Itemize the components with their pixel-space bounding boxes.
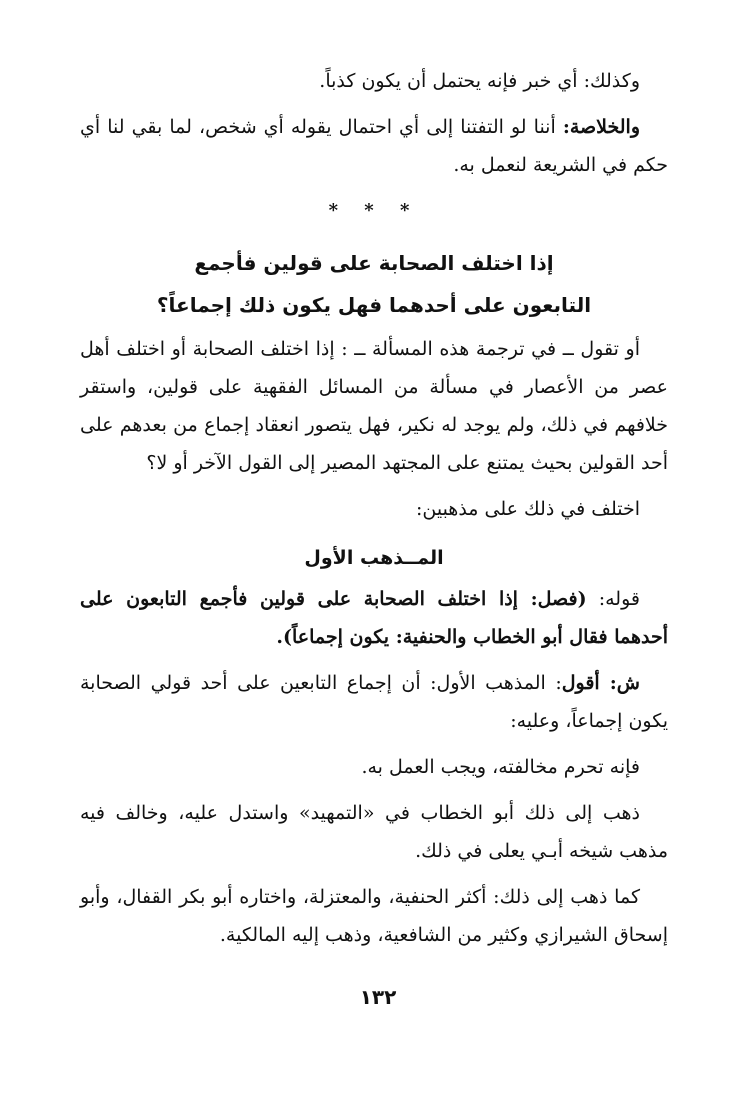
paragraph-kadhalik — [80, 62, 668, 100]
sharh-text: : المذهب الأول: أن إجماع التابعين على أحد قولي الصحابة يكون إجماعاً، وعليه: — [80, 672, 668, 732]
chapter-heading-line-1: إذا اختلف الصحابة على قولين فأجمع — [194, 251, 554, 275]
paragraph-text: وكذلك: أي خبر فإنه يحتمل أن يكون كذباً. — [319, 70, 640, 92]
sharh-prefix: ش: — [599, 672, 640, 694]
paragraph-text: أننا لو التفتنا إلى أي احتمال يقوله أي شخص، لما بقي لنا أي حكم في الشريعة لنعمل به. — [80, 116, 668, 176]
chapter-heading — [80, 242, 668, 326]
paragraph-intro: أو تقول ــ في ترجمة هذه المسألة ــ : إذا اختلف الصحابة أو اختلف أهل عصر من الأعصار في مسألة من المسائل الفقهية على قولين، واستقر خلافهم في ذلك، ولم يوجد له نكير، فهل يتصور انعقاد إجماع من بعدهم على أحد القولين بحيث يمتنع على المجتهد المصير إلى القول الآخر أو لا؟ — [80, 338, 668, 474]
paragraph-quote — [80, 580, 668, 656]
paragraph-prohibition: فإنه تحرم مخالفته، ويجب العمل به. — [361, 756, 640, 778]
quote-text: (فصل: إذا اختلف الصحابة على قولين فأجمع التابعون على أحدهما فقال أبو الخطاب والحنفية: يكون إجماعاً). — [80, 588, 668, 648]
section-divider: * * * — [328, 200, 420, 221]
paragraph-two-opinions: اختلف في ذلك على مذهبين: — [415, 498, 640, 520]
quote-prefix: قوله: — [586, 588, 640, 610]
paragraph-hanafiyya: كما ذهب إلى ذلك: أكثر الحنفية، والمعتزلة، واختاره أبو بكر القفال، وأبو إسحاق الشيرازي وكثير من الشافعية، وذهب إليه المالكية. — [80, 886, 668, 946]
paragraph-lead: والخلاصة: — [562, 116, 640, 138]
paragraph-abu-al-khattab: ذهب إلى ذلك أبو الخطاب في «التمهيد» واستدل عليه، وخالف فيه مذهب شيخه أبـي يعلى في ذلك. — [80, 802, 668, 862]
page-body — [80, 62, 668, 962]
page-number: ١٣٢ — [359, 985, 397, 1009]
section-title: المــذهب الأول — [304, 547, 444, 569]
paragraph-sharh — [80, 664, 668, 740]
sharh-lead: أقول — [561, 672, 600, 694]
chapter-heading-line-2: التابعون على أحدهما فهل يكون ذلك إجماعاً؟ — [156, 293, 592, 317]
paragraph-khulasa — [80, 108, 668, 184]
